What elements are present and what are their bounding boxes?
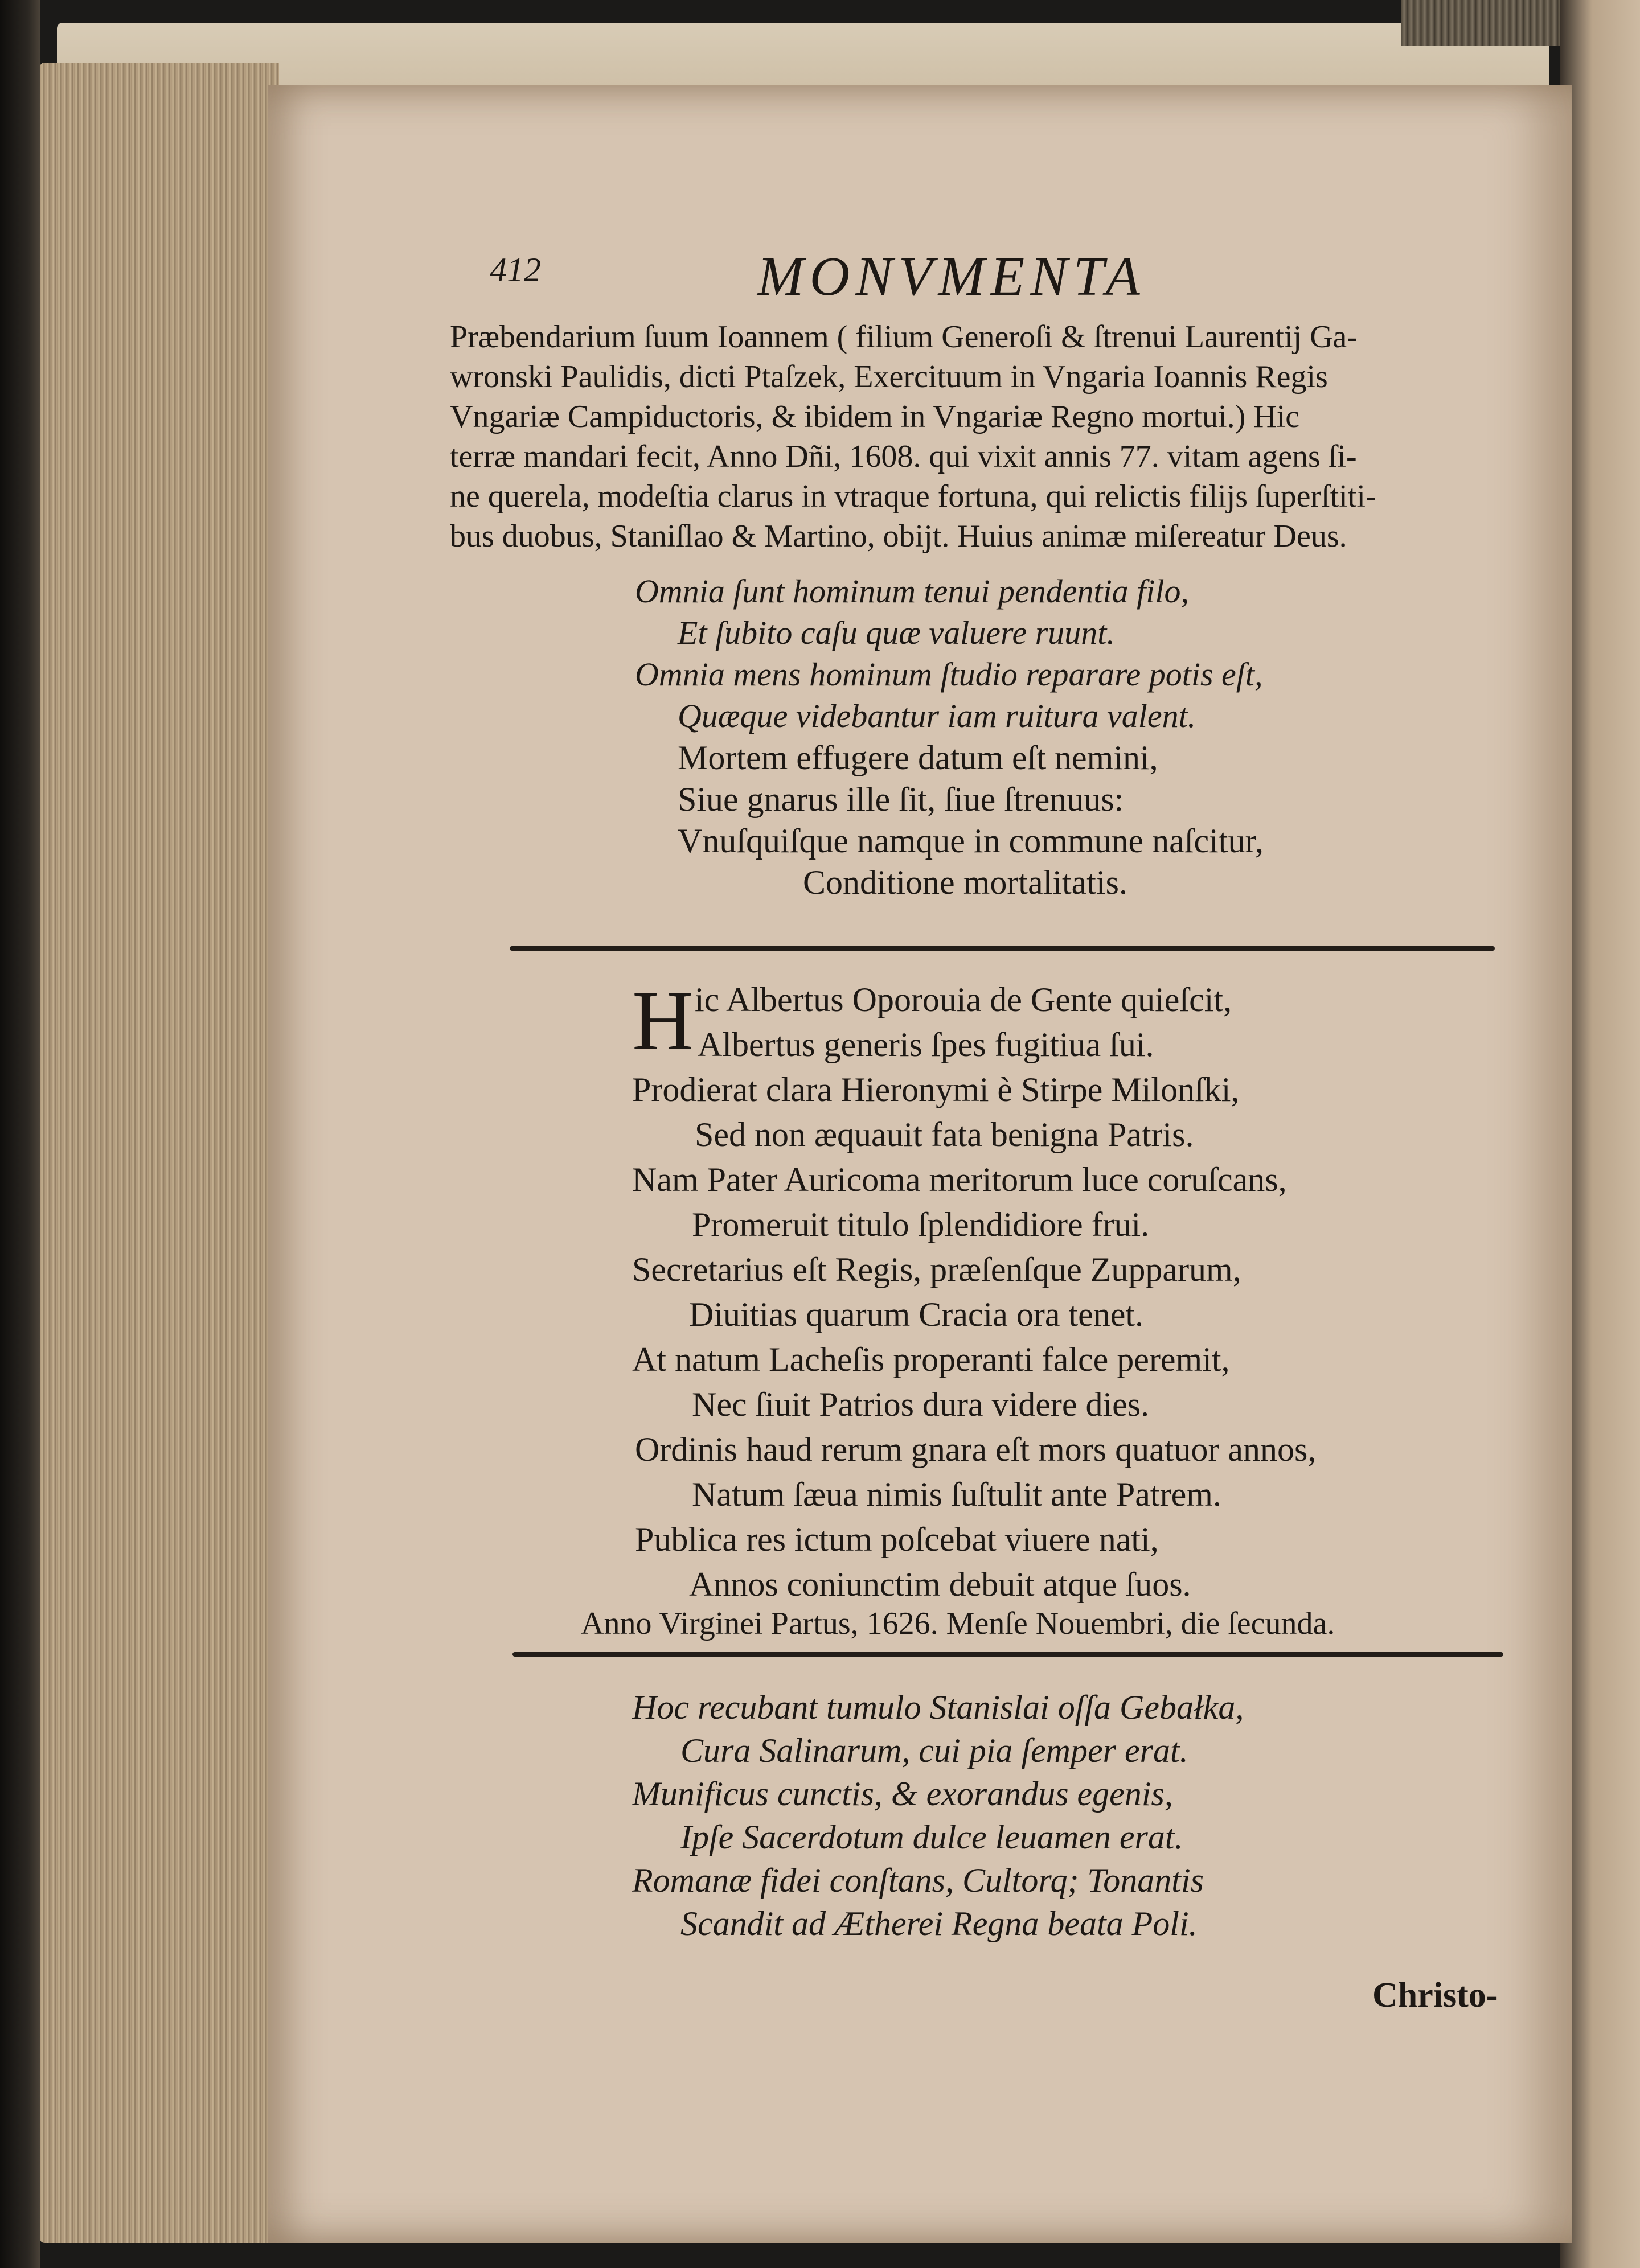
epitaph2-line: Publica res ictum poſcebat viuere nati, [635,1521,1159,1558]
epitaph1-line: Quæque videbantur iam ruitura valent. [678,697,1196,734]
running-header: MONVMENTA [757,246,1146,307]
epitaph1-line: Mortem effugere datum eſt nemini, [678,739,1158,776]
epitaph3-line: Ipſe Sacerdotum dulce leuamen erat. [680,1818,1183,1856]
epitaph3-line: Scandit ad Ætherei Regna beata Poli. [680,1905,1198,1942]
prose-line: Præbendarium ſuum Ioannem ( filium Generoſi & ſtrenui Laurentij Ga- [450,319,1358,355]
epitaph2-line: Secretarius eſt Regis, præſenſque Zupparum, [632,1251,1241,1288]
epitaph1-line: Conditione mortalitatis. [803,864,1128,901]
prose-line: ne querela, modeſtia clarus in vtraque fortuna, qui relictis filijs ſuperſtiti- [450,479,1376,514]
epitaph1-line: Et ſubito caſu quæ valuere ruunt. [678,614,1115,651]
prose-line: bus duobus, Staniſlao & Martino, obijt. Huius animæ miſereatur Deus. [450,519,1347,554]
epitaph2-line: Ordinis haud rerum gnara eſt mors quatuor annos, [635,1431,1317,1468]
epitaph2-line: ic Albertus Oporouia de Gente quieſcit, [695,981,1232,1018]
epitaph1-line: Omnia ſunt hominum tenui pendentia filo, [635,573,1190,610]
prose-line: Vngariæ Campiductoris, & ibidem in Vngariæ Regno mortui.) Hic [450,399,1300,434]
epitaph2-line: Annos coniunctim debuit atque ſuos. [689,1566,1191,1603]
epitaph2-line: Nam Pater Auricoma meritorum luce coruſcans, [632,1161,1287,1198]
drop-capital: H [632,973,694,1068]
section-divider [510,946,1495,951]
epitaph1-line: Omnia mens hominum ſtudio reparare potis eſt, [635,656,1263,693]
epitaph3-line: Munificus cunctis, & exorandus egenis, [632,1775,1173,1813]
epitaph2-line: Promeruit titulo ſplendidiore frui. [692,1206,1150,1243]
epitaph2-line: Albertus generis ſpes fugitiua ſui. [698,1026,1154,1063]
epitaph3-line: Romanæ fidei conſtans, Cultorq; Tonantis [632,1862,1204,1899]
epitaph3-line: Cura Salinarum, cui pia ſemper erat. [680,1732,1188,1769]
prose-line: terræ mandari fecit, Anno Dñi, 1608. qui vixit annis 77. vitam agens ſi- [450,439,1357,474]
page-number: 412 [490,251,541,289]
epitaph2-line: Diuitias quarum Cracia ora tenet. [689,1296,1144,1333]
epitaph1-line: Vnuſquiſque namque in commune naſcitur, [678,822,1264,860]
epitaph2-line: Nec ſiuit Patrios dura videre dies. [692,1386,1150,1423]
catchword: Christo- [1372,1976,1498,2015]
epitaph2-line: At natum Lacheſis properanti falce peremit, [632,1341,1230,1378]
page-edges [40,63,279,2243]
epitaph2-date-line: Anno Virginei Partus, 1626. Menſe Nouembri, die ſecunda. [581,1606,1335,1641]
epitaph2-line: Natum ſæua nimis ſuſtulit ante Patrem. [692,1476,1221,1513]
book-spine [0,0,40,2268]
prose-line: wronski Paulidis, dicti Ptaſzek, Exercituum in Vngaria Ioannis Regis [450,359,1328,395]
facing-page-edge [1560,0,1640,2268]
page-top-edge [57,23,1549,85]
epitaph2-line: Sed non æquauit fata benigna Patris. [695,1116,1194,1153]
section-divider [512,1652,1503,1657]
epitaph3-line: Hoc recubant tumulo Stanislai oſſa Gebałka, [632,1688,1244,1726]
epitaph1-line: Siue gnarus ille ſit, ſiue ſtrenuus: [678,780,1124,818]
epitaph2-line: Prodierat clara Hieronymi è Stirpe Milonſki, [632,1071,1240,1108]
